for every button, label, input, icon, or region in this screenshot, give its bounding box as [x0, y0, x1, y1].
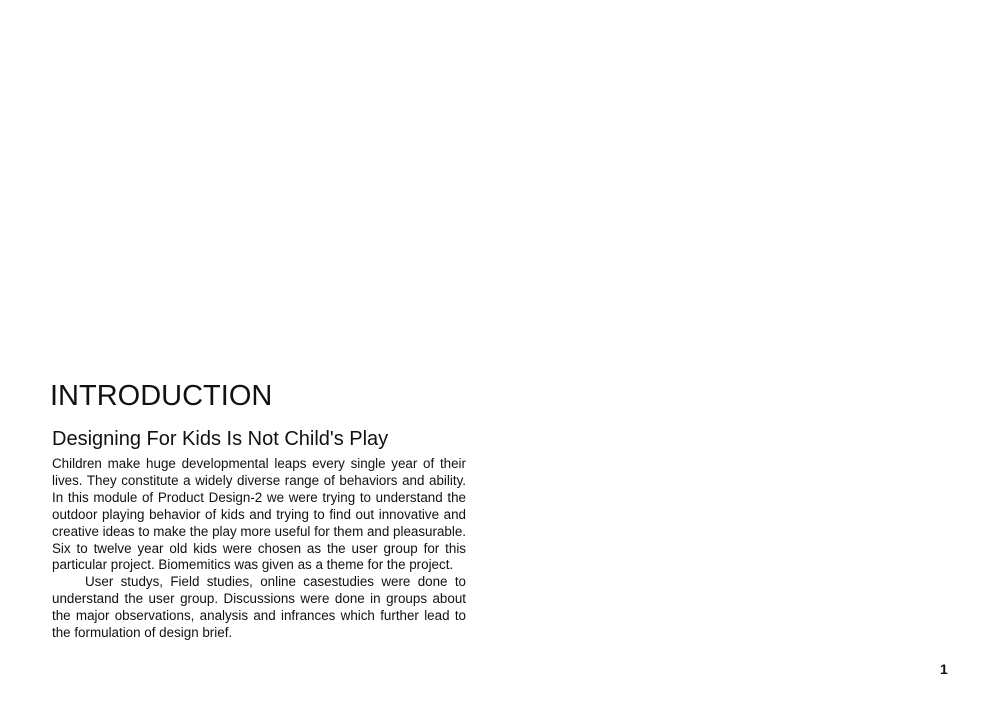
page-heading: INTRODUCTION — [50, 380, 273, 412]
body-text — [52, 456, 466, 642]
page-number: 1 — [940, 661, 948, 677]
page-subheading: Designing For Kids Is Not Child's Play — [52, 428, 389, 450]
body-paragraph: Children make huge developmental leaps every single year of their lives. They constitute a widely diverse range of behaviors and ability. In this module of Product Design-2 we were trying to understand the outdoor playing behavior of kids and trying to find out innovative and creative ideas to make the play more useful for them and pleasurable. Six to twelve year old kids were chosen as the user group for this particular project. Biomemitics was given as a theme for the project. — [52, 456, 466, 573]
body-paragraph: User studys, Field studies, online casestudies were done to understand the user group. Discussions were done in groups about the major observations, analysis and infrances which further lead to the formulation of design brief. — [52, 574, 466, 641]
